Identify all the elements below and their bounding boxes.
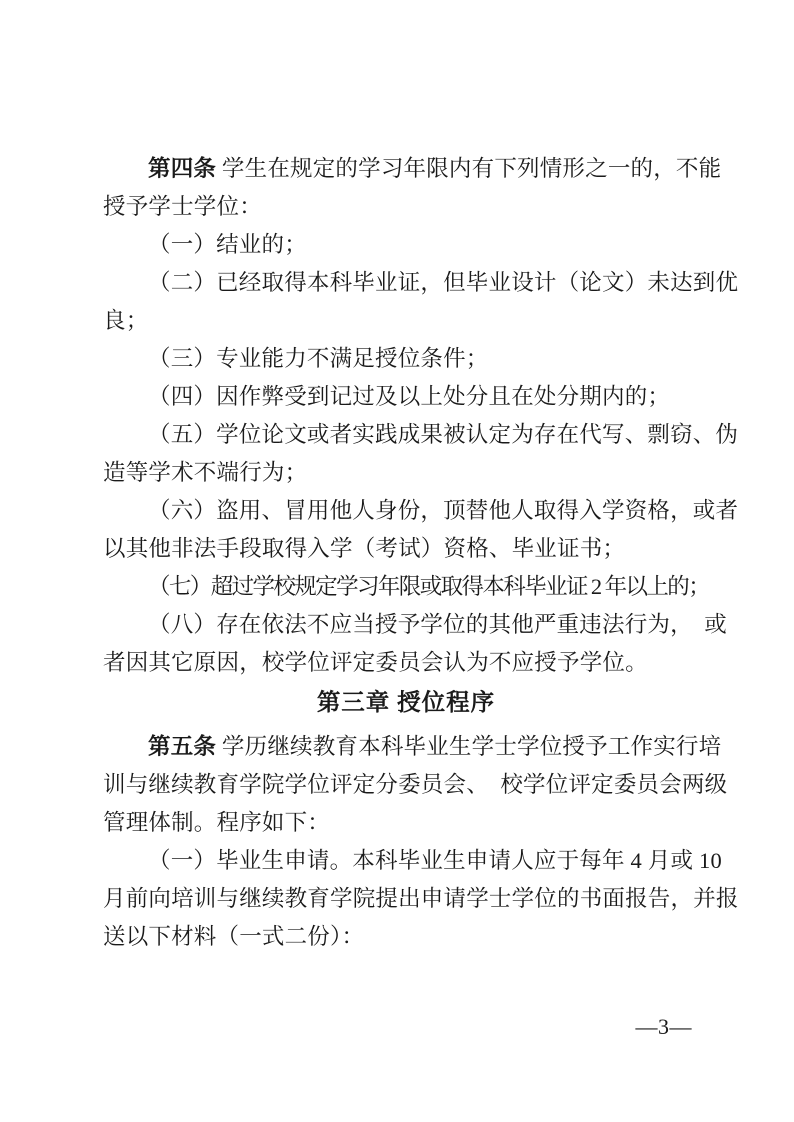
text-line: （一）结业的； [148, 232, 307, 257]
text-line: （四）因作弊受到记过及以上处分且在处分期内的； [148, 384, 671, 409]
text-line: 授予学士学位： [103, 194, 262, 219]
text-line: 送以下材料（一式二份）： [103, 924, 365, 949]
text-line: （一）毕业生申请。本科毕业生申请人应于每年 4 月或 10 [148, 848, 722, 873]
text-line: （八）存在依法不应当授予学位的其他严重违法行为， 或 [148, 612, 727, 637]
text-line: 管理体制。程序如下： [103, 810, 331, 835]
text-line: （五）学位论文或者实践成果被认定为存在代写、剽窃、伪 [148, 422, 739, 447]
text-line: 者因其它原因，校学位评定委员会认为不应授予学位。 [103, 650, 648, 675]
text-line: 良； [103, 308, 149, 333]
page-number: —3— [635, 1014, 692, 1039]
document-body [103, 150, 739, 956]
text-line: （六）盗用、冒用他人身份，顶替他人取得入学资格，或者 [148, 498, 739, 523]
text-line: 第四条 学生在规定的学习年限内有下列情形之一的，不能 [148, 156, 722, 181]
text-line: 造等学术不端行为； [103, 460, 308, 485]
article-number: 第四条 [148, 156, 217, 181]
text-line: 月前向培训与继续教育学院提出申请学士学位的书面报告，并报 [103, 886, 739, 911]
text-line: （三）专业能力不满足授位条件； [148, 346, 489, 371]
text-line: 以其他非法手段取得入学（考试）资格、毕业证书； [103, 536, 626, 561]
text-line: 训与继续教育学院学位评定分委员会、 校学位评定委员会两级 [103, 772, 728, 797]
text-line: 第五条 学历继续教育本科毕业生学士学位授予工作实行培 [148, 734, 722, 759]
text-line: （二）已经取得本科毕业证，但毕业设计（论文）未达到优 [148, 270, 739, 295]
article-number: 第五条 [148, 734, 217, 759]
chapter-heading: 第三章 授位程序 [316, 690, 496, 716]
text-line: （七）超过学校规定学习年限或取得本科毕业证 2 年以上的； [148, 574, 710, 599]
